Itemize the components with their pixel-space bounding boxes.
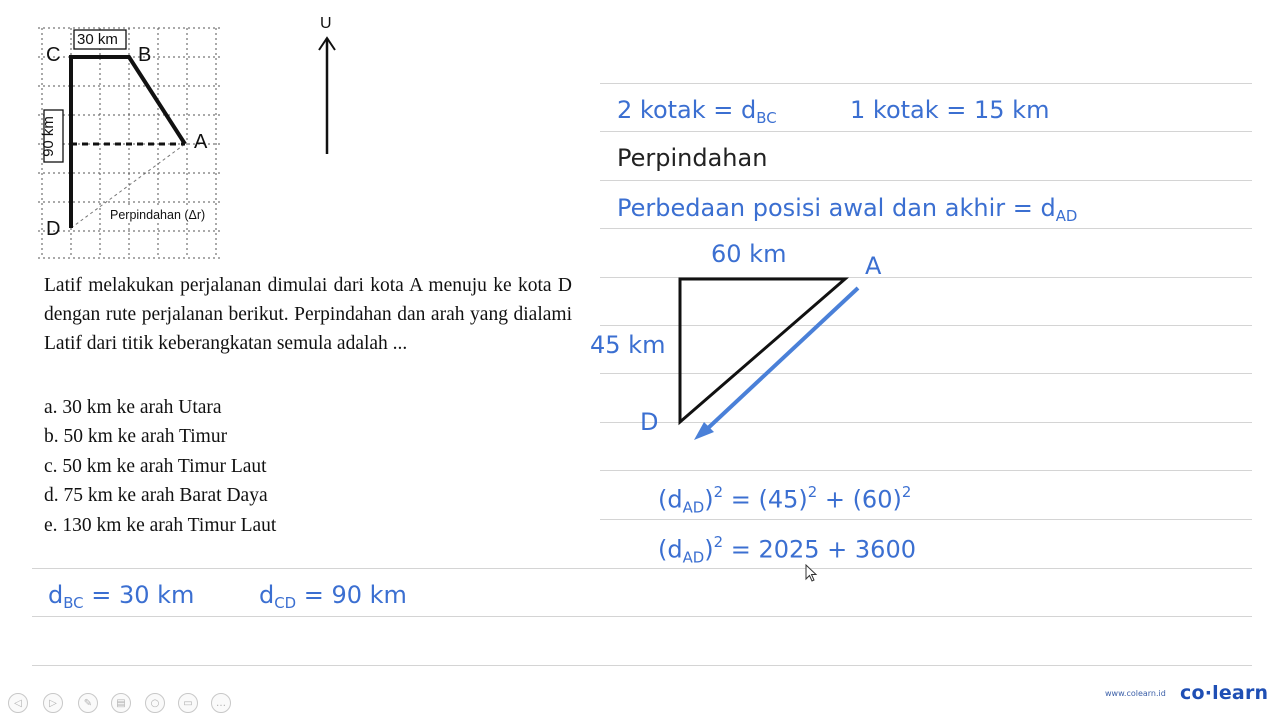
rule-line (600, 228, 1252, 229)
question-text: Latif melakukan perjalanan dimulai dari kota A menuju ke kota D dengan rute perjalanan berikut. Perpindahan dan arah yang dialami Latif dari titik keberangkatan semula adalah ... (44, 275, 572, 354)
note-two-boxes: 2 kotak = $d_{BC}$ (617, 96, 777, 128)
colearn-logo: co·learn (1180, 682, 1269, 704)
triangle-point-a: A (865, 252, 882, 280)
box-90km-label: 90 km (39, 116, 57, 157)
box-30km-label: 30 km (77, 31, 118, 48)
answer-option-d: d. 75 km ke arah Barat Daya (44, 485, 268, 506)
point-b-label: B (138, 44, 152, 66)
point-c-label: C (46, 44, 61, 66)
point-a-label: A (194, 131, 208, 153)
triangle-point-d: D (640, 408, 659, 436)
displacement-triangle (660, 262, 880, 452)
answer-option-e: e. 130 km ke arah Timur Laut (44, 515, 277, 536)
slides-icon[interactable]: ▭ (178, 693, 198, 713)
triangle-top-label: 60 km (711, 240, 787, 268)
note-displacement-definition: Perbedaan posisi awal dan akhir = $d_{AD}$ (617, 194, 1078, 226)
zoom-icon[interactable]: ○ (145, 693, 165, 713)
rule-line (600, 519, 1252, 520)
rule-line (600, 131, 1252, 132)
rule-line (600, 470, 1252, 471)
rule-line (32, 568, 1252, 569)
site-url: www.colearn.id (1105, 689, 1166, 698)
layers-icon[interactable]: ▤ (111, 693, 131, 713)
prev-icon[interactable]: ◁ (8, 693, 28, 713)
rule-line (600, 83, 1252, 84)
note-dcd: $d_{CD} = 90$ km (259, 581, 407, 613)
answer-option-a: a. 30 km ke arah Utara (44, 397, 222, 418)
note-displacement-heading: Perpindahan (617, 144, 768, 172)
equation-squares: $(d_{AD})^2 = 2025 + 3600$ (658, 533, 916, 567)
equation-pythagoras: $(d_{AD})^2 = (45)^2 + (60)^2$ (658, 483, 912, 517)
triangle-left-label: 45 km (590, 331, 666, 359)
north-arrow-icon (315, 34, 339, 158)
answer-option-b: b. 50 km ke arah Timur (44, 426, 228, 447)
mouse-cursor-icon (805, 564, 819, 584)
rule-line (600, 180, 1252, 181)
more-icon[interactable]: … (211, 693, 231, 713)
note-dbc: $d_{BC} = 30$ km (48, 581, 195, 613)
rule-line (32, 665, 1252, 666)
pen-icon[interactable]: ✎ (78, 693, 98, 713)
rule-line (32, 616, 1252, 617)
answer-option-c: c. 50 km ke arah Timur Laut (44, 456, 267, 477)
next-icon[interactable]: ▷ (43, 693, 63, 713)
north-label: U (320, 15, 332, 32)
displacement-label: Perpindahan (Δr) (110, 208, 206, 222)
point-d-label: D (46, 218, 61, 240)
note-one-box: 1 kotak = 15 km (850, 96, 1050, 124)
